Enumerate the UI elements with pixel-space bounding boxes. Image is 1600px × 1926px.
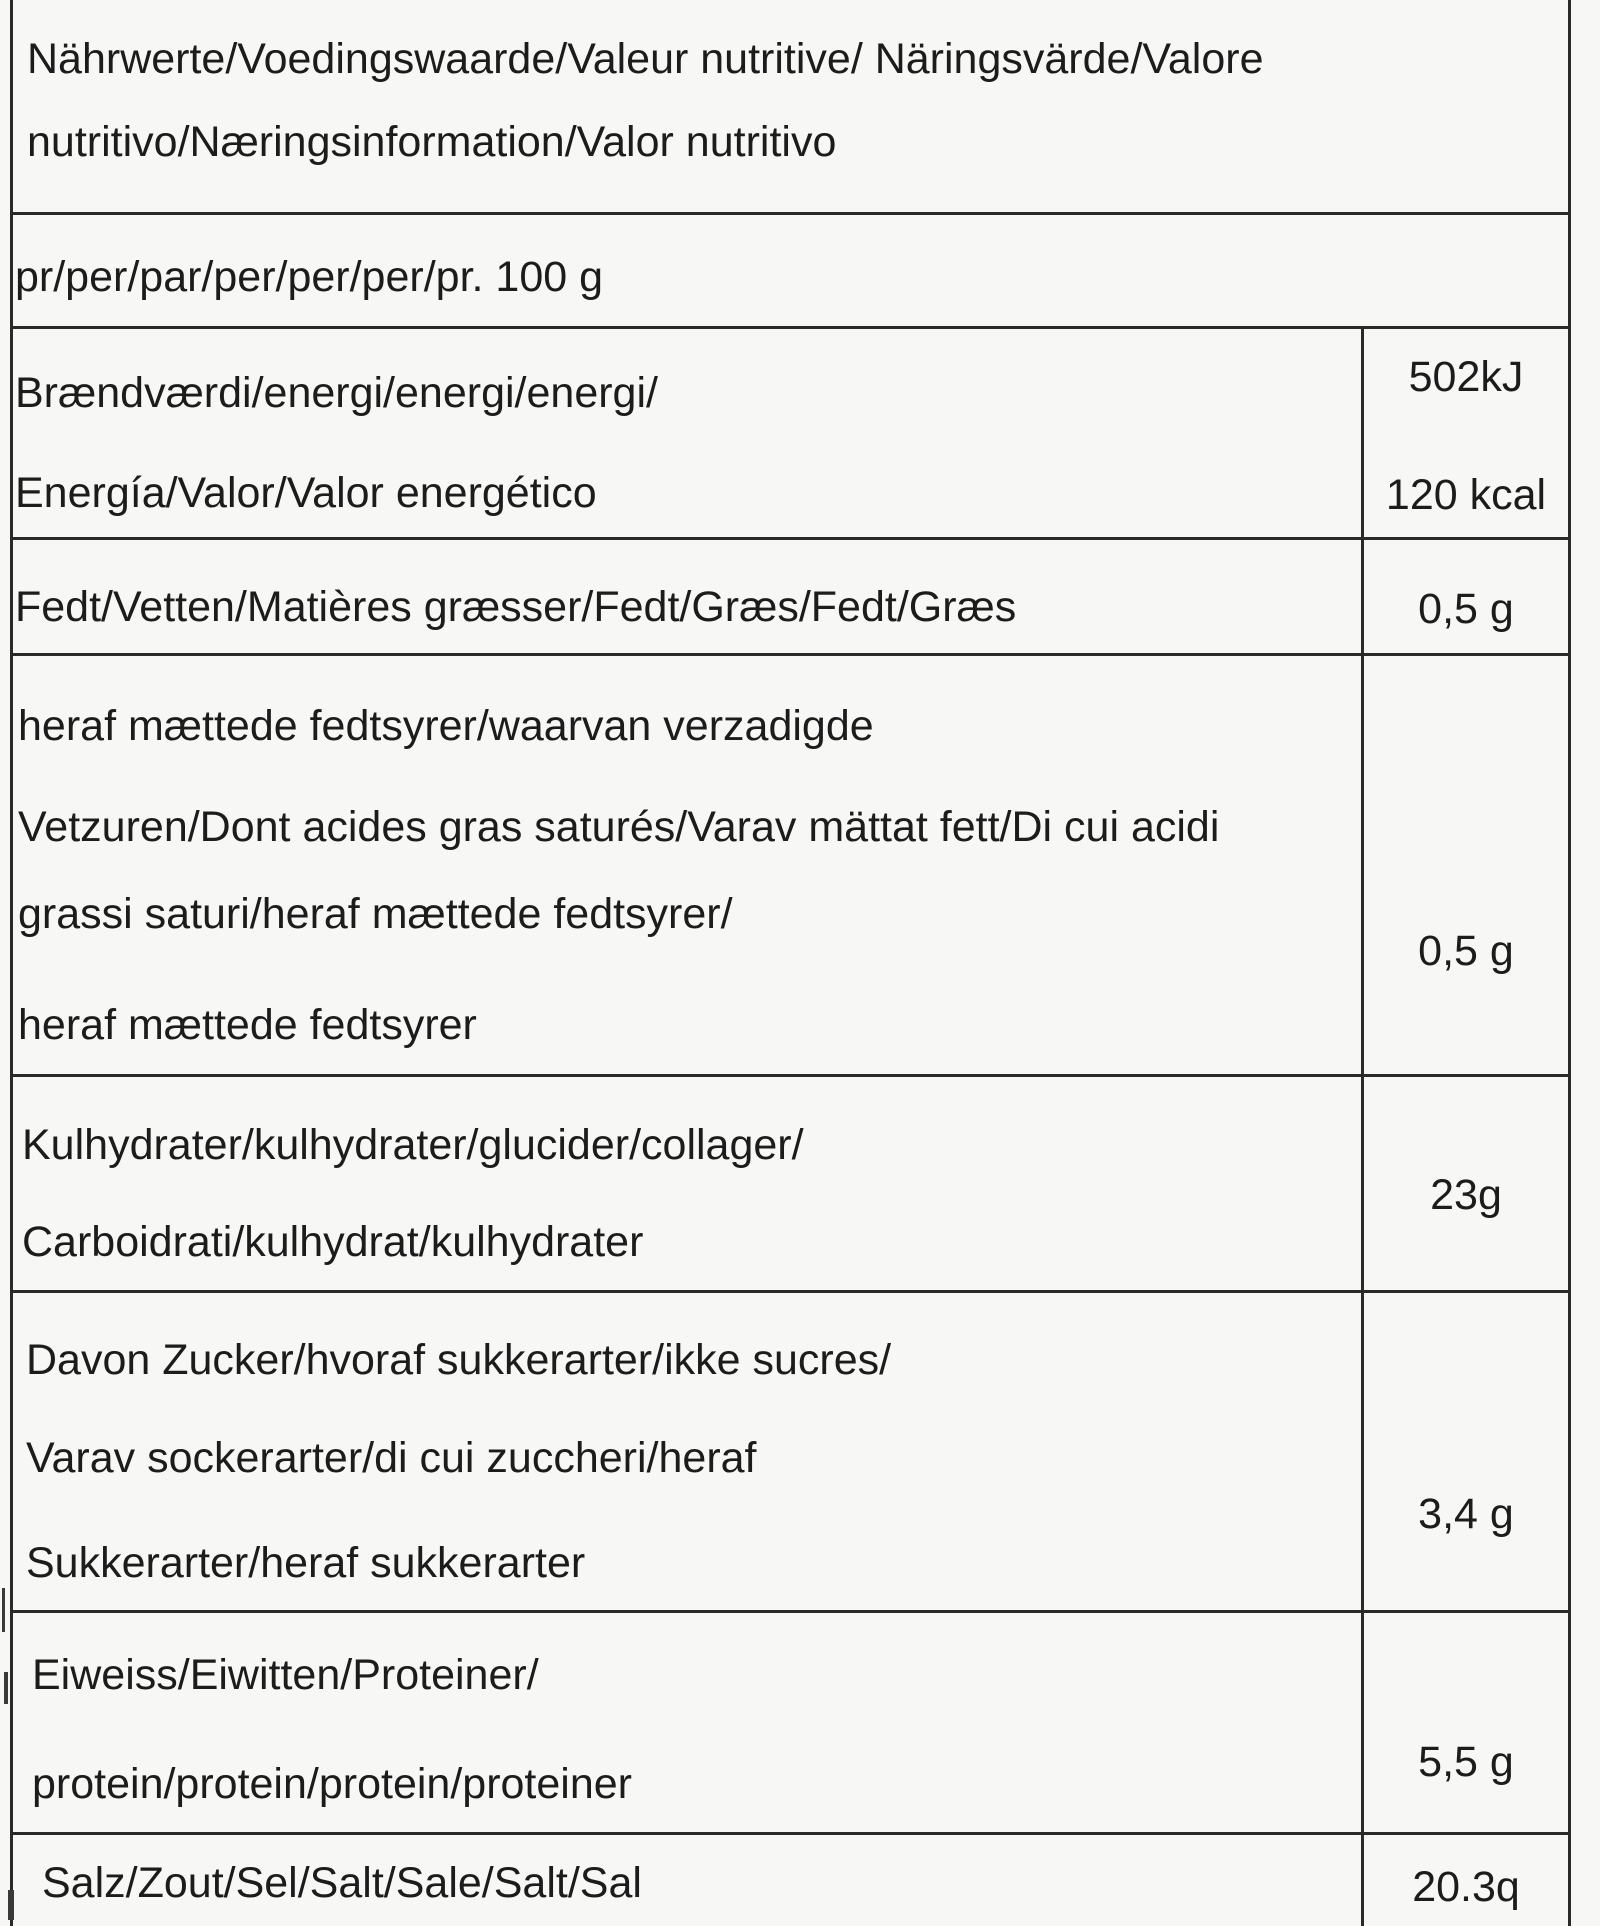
energy-label-line1: Brændværdi/energi/energi/energi/	[15, 369, 658, 417]
salt-label: Salz/Zout/Sel/Salt/Sale/Salt/Sal	[42, 1859, 642, 1907]
protein-value: 5,5 g	[1418, 1738, 1514, 1786]
per-100g-label: pr/per/par/per/per/per/pr. 100 g	[15, 253, 604, 301]
divider-fat	[10, 653, 1571, 656]
divider-per	[10, 326, 1571, 329]
carbohydrates-label-line2: Carboidrati/kulhydrat/kulhydrater	[22, 1218, 644, 1266]
divider-protein	[10, 1832, 1571, 1835]
energy-kcal-value: 120 kcal	[1385, 471, 1547, 519]
saturated-fat-label-line4: heraf mættede fedtsyrer	[18, 1001, 477, 1049]
sugars-label-line2: Varav sockerarter/di cui zuccheri/heraf	[26, 1434, 757, 1482]
carbohydrates-value: 23g	[1430, 1171, 1502, 1219]
protein-label-line2: protein/protein/protein/proteiner	[32, 1760, 632, 1808]
fat-value: 0,5 g	[1418, 585, 1514, 633]
energy-kj-value: 502kJ	[1408, 353, 1524, 401]
salt-value: 20.3q	[1412, 1863, 1520, 1911]
divider-saturated-fat	[10, 1074, 1571, 1077]
right-border	[1568, 0, 1571, 1926]
left-border	[10, 0, 13, 1926]
energy-label-line2: Energía/Valor/Valor energético	[15, 469, 597, 517]
header-title-line1: Nährwerte/Voedingswaarde/Valeur nutritive/ Näringsvärde/Valore	[27, 35, 1264, 83]
fat-label: Fedt/Vetten/Matières græsser/Fedt/Græs/Fedt/Græs	[15, 583, 1017, 631]
sugars-label-line3: Sukkerarter/heraf sukkerarter	[26, 1539, 586, 1587]
divider-sugars	[10, 1610, 1571, 1613]
edge-mark-left	[4, 1672, 8, 1704]
saturated-fat-label-line1: heraf mættede fedtsyrer/waarvan verzadigde	[18, 702, 874, 750]
protein-label-line1: Eiweiss/Eiwitten/Proteiner/	[32, 1651, 539, 1699]
saturated-fat-label-line3: grassi saturi/heraf mættede fedtsyrer/	[18, 890, 733, 938]
divider-header	[10, 212, 1571, 215]
saturated-fat-label-line2: Vetzuren/Dont acides gras saturés/Varav mättat fett/Di cui acidi	[18, 803, 1220, 851]
value-column-divider	[1361, 326, 1364, 1926]
carbohydrates-label-line1: Kulhydrater/kulhydrater/glucider/collager/	[22, 1121, 804, 1169]
sugars-value: 3,4 g	[1418, 1490, 1514, 1538]
divider-carbohydrates	[10, 1290, 1571, 1293]
edge-mark-left-small	[2, 1588, 5, 1632]
sugars-label-line1: Davon Zucker/hvoraf sukkerarter/ikke sucres/	[26, 1336, 892, 1384]
saturated-fat-value: 0,5 g	[1418, 927, 1514, 975]
header-title-line2: nutritivo/Næringsinformation/Valor nutritivo	[27, 118, 837, 166]
edge-mark-bottom	[8, 1890, 14, 1920]
divider-energy	[10, 537, 1571, 540]
